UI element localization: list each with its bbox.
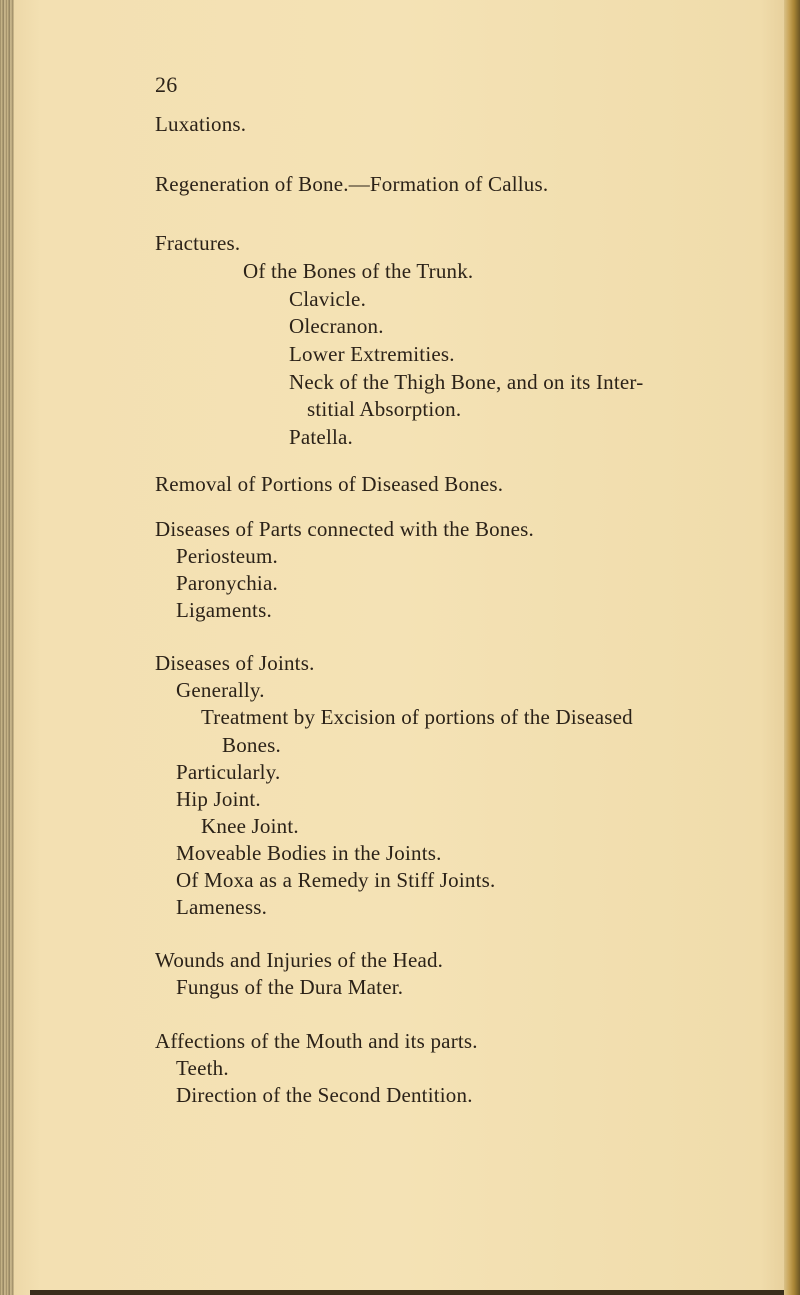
entry-treatment-excision: Treatment by Excision of portions of the Diseased bbox=[201, 705, 633, 729]
heading-wounds-head: Wounds and Injuries of the Head. bbox=[155, 948, 444, 972]
entry-hip-joint: Hip Joint. bbox=[176, 787, 261, 811]
entry-moxa: Of Moxa as a Remedy in Stiff Joints. bbox=[176, 868, 496, 892]
binding-gutter bbox=[0, 0, 14, 1295]
entry-lower-extremities: Lower Extremities. bbox=[289, 342, 455, 366]
heading-regeneration: Regeneration of Bone.—Formation of Callus. bbox=[155, 172, 549, 196]
entry-olecranon: Olecranon. bbox=[289, 314, 384, 338]
entry-neck-thigh-bone-cont: stitial Absorption. bbox=[307, 397, 462, 421]
entry-clavicle: Clavicle. bbox=[289, 287, 367, 311]
heading-affections-mouth: Affections of the Mouth and its parts. bbox=[155, 1029, 478, 1053]
heading-fractures: Fractures. bbox=[155, 231, 241, 255]
page-number: 26 bbox=[155, 72, 178, 97]
heading-diseases-parts: Diseases of Parts connected with the Bones. bbox=[155, 517, 534, 541]
entry-ligaments: Ligaments. bbox=[176, 598, 272, 622]
heading-removal: Removal of Portions of Diseased Bones. bbox=[155, 472, 504, 496]
heading-luxations: Luxations. bbox=[155, 112, 247, 136]
entry-patella: Patella. bbox=[289, 425, 353, 449]
bottom-edge-shadow bbox=[30, 1290, 784, 1295]
page-edge bbox=[784, 0, 800, 1295]
entry-second-dentition: Direction of the Second Dentition. bbox=[176, 1083, 473, 1107]
entry-bones-trunk: Of the Bones of the Trunk. bbox=[243, 259, 474, 283]
entry-lameness: Lameness. bbox=[176, 895, 268, 919]
heading-diseases-joints: Diseases of Joints. bbox=[155, 651, 315, 675]
entry-knee-joint: Knee Joint. bbox=[201, 814, 299, 838]
entry-neck-thigh-bone: Neck of the Thigh Bone, and on its Inter- bbox=[289, 370, 644, 394]
entry-moveable-bodies: Moveable Bodies in the Joints. bbox=[176, 841, 442, 865]
entry-particularly: Particularly. bbox=[176, 760, 281, 784]
entry-teeth: Teeth. bbox=[176, 1056, 229, 1080]
entry-periosteum: Periosteum. bbox=[176, 544, 278, 568]
entry-paronychia: Paronychia. bbox=[176, 571, 278, 595]
entry-treatment-excision-cont: Bones. bbox=[222, 733, 281, 757]
entry-generally: Generally. bbox=[176, 678, 265, 702]
entry-fungus-dura-mater: Fungus of the Dura Mater. bbox=[176, 975, 404, 999]
